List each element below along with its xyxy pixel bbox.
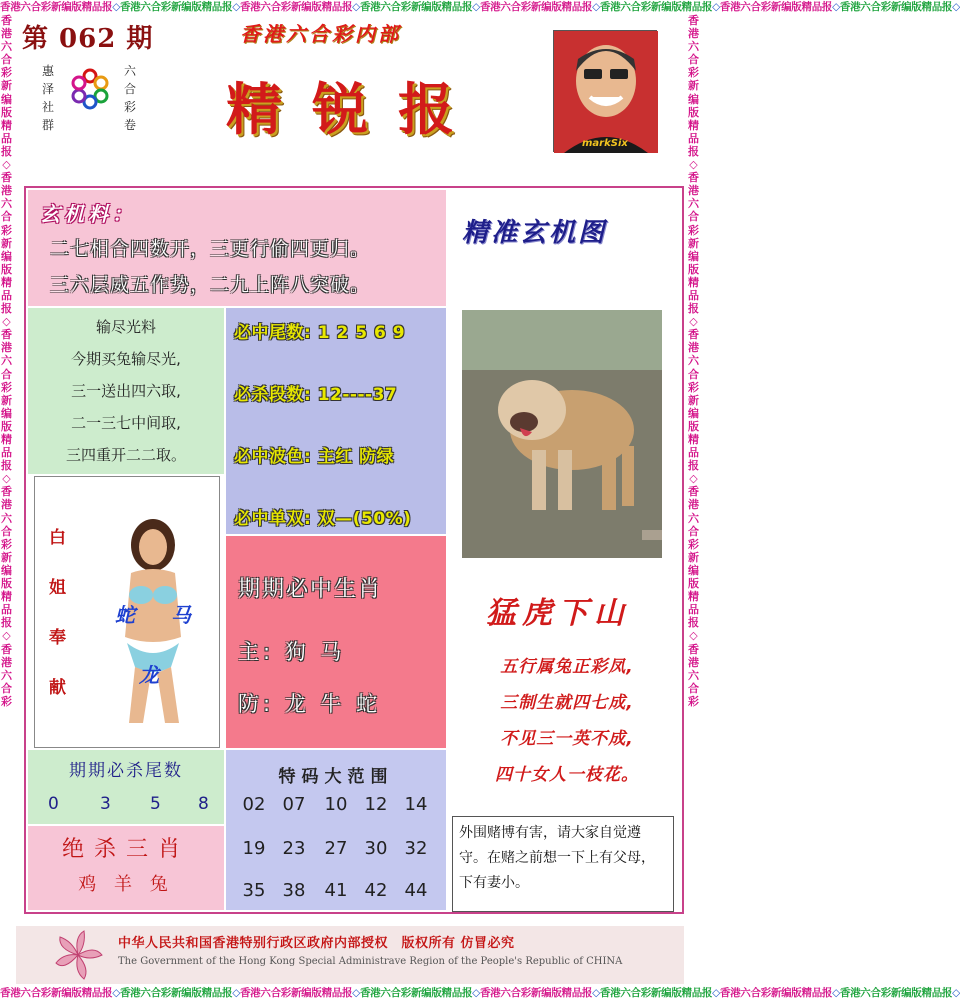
range-number: 14	[404, 794, 428, 815]
border-segment: ◇	[832, 1, 840, 13]
poem-line-1: 五行属兔正彩凤,	[500, 657, 634, 677]
girl-label-1: 白	[49, 528, 66, 548]
portrait-caption: markSix	[582, 138, 628, 149]
border-segment: 香港六合彩新编版精品报	[359, 987, 473, 999]
girl-label-4: 献	[49, 678, 66, 698]
kill-tail-number: 3	[100, 794, 111, 814]
zodiac-guard: 防: 龙 牛 蛇	[238, 692, 382, 716]
logo-right-text: 六合彩卷	[123, 64, 136, 132]
girl-tag-dragon: 龙	[139, 663, 159, 687]
border-segment: 香港六合彩新编版精品报	[0, 1, 113, 13]
lose-all-line-2: 三一送出四六取,	[71, 382, 181, 400]
kill-tail-heading: 期期必杀尾数	[69, 761, 183, 781]
border-segment: 香港六合彩新编版精品报	[599, 987, 713, 999]
kill-three-animals: 鸡 羊 兔	[78, 874, 174, 895]
range-heading: 特码大范围	[278, 767, 394, 787]
range-number: 38	[282, 880, 306, 901]
range-number: 07	[282, 794, 306, 815]
border-segment: ◇	[112, 1, 120, 13]
girl-label-3: 奉	[49, 628, 66, 648]
kill-tail-panel	[28, 750, 224, 824]
kill-three-heading: 绝杀三肖	[61, 837, 190, 862]
border-segment: 香港六合彩新编版精品报	[479, 1, 593, 13]
intro-panel	[28, 190, 446, 306]
poem-line-3: 不见三一英不成,	[500, 729, 634, 749]
must-kill-segment-row: 必杀段数: 12----37	[234, 385, 398, 405]
range-number: 42	[364, 880, 388, 901]
border-segment: ◇	[712, 1, 720, 13]
border-segment: ◇	[952, 987, 960, 999]
lose-all-line-3: 二一三七中间取,	[71, 414, 181, 432]
footer-copyright-cn: 中华人民共和国香港特别行政区政府内部授权 版权所有 仿冒必究	[118, 936, 515, 951]
top-border-marquee	[0, 0, 960, 14]
range-number: 44	[404, 880, 428, 901]
kill-tail-number: 5	[150, 794, 161, 814]
range-number: 19	[242, 838, 266, 859]
border-segment: 香港六合彩新编版精品报	[839, 1, 953, 13]
range-number: 35	[242, 880, 266, 901]
border-segment: ◇	[712, 987, 720, 999]
border-segment: ◇	[352, 987, 360, 999]
gambling-warning: 外围赌博有害，请大家自觉遵守。在赌之前想一下上有父母，下有妻小。	[452, 816, 674, 912]
border-segment: ◇	[112, 987, 120, 999]
zodiac-heading: 期期必中生肖	[238, 577, 383, 602]
footer-copyright-en: The Government of the Hong Kong Special Administrave Region of the People's Republic of CHINA	[118, 956, 623, 967]
border-segment: 香港六合彩新编版精品报	[239, 1, 353, 13]
bauhinia-emblem-icon	[48, 928, 108, 982]
border-segment: ◇	[592, 987, 600, 999]
must-hit-panel	[226, 308, 446, 534]
lose-all-line-4: 三四重开二二取。	[65, 446, 186, 464]
left-border-marquee: 香港六合彩新编版精品报◇香港六合彩新编版精品报◇香港六合彩新编版精品报◇香港六合彩新编版精品报◇香港六合彩	[1, 14, 12, 708]
portrait-photo	[553, 30, 657, 152]
tiger-heading: 猛虎下山	[486, 596, 630, 631]
kill-tail-number: 8	[198, 794, 209, 814]
must-odd-even-row: 必中单双: 双—(50%)	[234, 509, 412, 529]
girl-label-2: 姐	[49, 578, 66, 598]
bulldog-icon	[462, 310, 662, 558]
subtitle: 香港六合彩内部	[240, 22, 401, 46]
girl-tag-snake: 蛇	[115, 603, 135, 627]
range-number: 12	[364, 794, 388, 815]
border-segment: 香港六合彩新编版精品报	[0, 987, 113, 999]
poem-line-2: 三制生就四七成,	[500, 693, 634, 713]
border-segment: 香港六合彩新编版精品报	[359, 1, 473, 13]
lose-all-line-1: 今期买兔输尽光,	[71, 350, 181, 368]
girl-tag-horse: 马	[171, 603, 191, 627]
border-segment: ◇	[472, 987, 480, 999]
border-segment: 香港六合彩新编版精品报	[239, 987, 353, 999]
girl-panel	[34, 476, 220, 748]
border-segment: ◇	[832, 987, 840, 999]
riddle-image	[462, 310, 662, 558]
intro-line-1: 二七相合四数开，三更行偷四更归。	[50, 238, 371, 260]
border-segment: ◇	[592, 1, 600, 13]
zodiac-panel	[226, 536, 446, 748]
border-segment: 香港六合彩新编版精品报	[599, 1, 713, 13]
range-number: 30	[364, 838, 388, 859]
border-segment: 香港六合彩新编版精品报	[119, 1, 233, 13]
border-segment: ◇	[352, 1, 360, 13]
zodiac-main: 主: 狗 马	[238, 640, 346, 664]
range-number: 23	[282, 838, 306, 859]
issue-number: 第 062 期	[22, 24, 154, 54]
range-panel	[226, 750, 446, 910]
intro-heading: 玄机料：	[40, 202, 136, 226]
logo-left-text: 惠泽社群	[41, 64, 54, 132]
man-portrait-icon	[554, 31, 658, 153]
border-segment: 香港六合彩新编版精品报	[119, 987, 233, 999]
range-number: 41	[324, 880, 348, 901]
border-segment: 香港六合彩新编版精品报	[839, 987, 953, 999]
kill-tail-number: 0	[48, 794, 59, 814]
right-border-marquee: 香港六合彩新编版精品报◇香港六合彩新编版精品报◇香港六合彩新编版精品报◇香港六合彩新编版精品报◇香港六合彩	[688, 14, 699, 708]
poem-line-4: 四十女人一枝花。	[495, 765, 639, 785]
lose-all-title: 输尽光料	[95, 318, 156, 336]
range-number: 32	[404, 838, 428, 859]
border-segment: ◇	[232, 1, 240, 13]
border-segment: 香港六合彩新编版精品报	[479, 987, 593, 999]
must-color-row: 必中波色: 主红 防绿	[234, 447, 395, 467]
riddle-image-title: 精准玄机图	[462, 218, 608, 248]
border-segment: ◇	[952, 1, 960, 13]
border-segment: 香港六合彩新编版精品报	[719, 1, 833, 13]
must-tail-row: 必中尾数: 1 2 5 6 9	[234, 323, 406, 343]
page-title: 精锐报	[226, 77, 484, 143]
border-segment: 香港六合彩新编版精品报	[719, 987, 833, 999]
bottom-border-marquee	[0, 986, 960, 1000]
lose-all-panel	[28, 308, 224, 474]
border-segment: ◇	[232, 987, 240, 999]
range-number: 02	[242, 794, 266, 815]
kill-three-panel	[28, 826, 224, 910]
range-number: 27	[324, 838, 348, 859]
border-segment: ◇	[472, 1, 480, 13]
intro-line-2: 三六层威五作势，二九上阵八突破。	[50, 274, 371, 296]
range-number: 10	[324, 794, 348, 815]
